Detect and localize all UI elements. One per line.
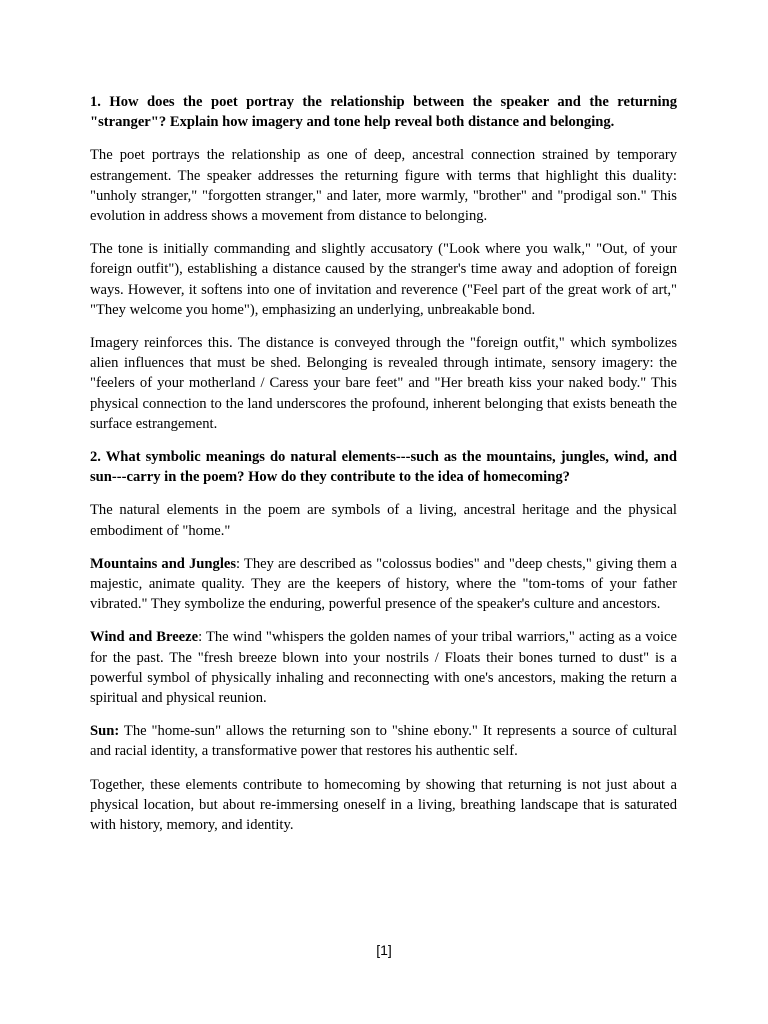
answer-2-intro: The natural elements in the poem are symbols of a living, ancestral heritage and the physical embodiment of "home." xyxy=(90,502,677,539)
answer-2-mountains xyxy=(90,554,677,615)
page-number: [1] xyxy=(376,942,392,958)
answer-2-wind xyxy=(90,627,677,708)
answer-1-paragraph-2: The tone is initially commanding and slightly accusatory ("Look where you walk," "Out, of your foreign outfit"), establishing a distance caused by the stranger's time away and adoption of foreign ways. However, it softens into one of invitation and reverence ("Feel part of the great work of art," "They welcome you home"), emphasizing an underlying, unbreakable bond. xyxy=(90,241,677,318)
wind-text: The wind "whispers the golden names of your tribal warriors," acting as a voice for the past. The "fresh breeze blown into your nostrils / Floats their bones turned to dust" is a powerful symbol of physically inhaling and reconnecting with one's ancestors, making the return a spiritual and physical reunion. xyxy=(90,629,677,707)
question-1-heading: 1. How does the poet portray the relationship between the speaker and the returning "stranger"? Explain how imagery and tone help reveal both distance and belonging. xyxy=(90,94,677,131)
answer-2-sun xyxy=(90,721,677,761)
term-separator: : xyxy=(236,555,241,572)
term-separator: : xyxy=(198,629,203,646)
answer-1-paragraph-3: Imagery reinforces this. The distance is conveyed through the "foreign outfit," which symbolizes alien influences that must be shed. Belonging is revealed through intimate, sensory imagery: the "feelers of your motherland / Caress your bare feet" and "Her breath kiss your naked body." This physical connection to the land underscores the profound, inherent belonging that exists beneath the surface estrangement. xyxy=(90,335,677,432)
question-2-heading: 2. What symbolic meanings do natural elements---such as the mountains, jungles, wind, and sun---carry in the poem? How do they contribute to the idea of homecoming? xyxy=(90,449,677,486)
term-mountains-and-jungles: Mountains and Jungles xyxy=(90,555,237,572)
answer-1-paragraph-1: The poet portrays the relationship as one of deep, ancestral connection strained by temporary estrangement. The speaker addresses the returning figure with terms that highlight this duality: "unholy stranger," "forgotten stranger," and later, more warmly, "brother" and "prodigal son." This evolution in address shows a movement from distance to belonging. xyxy=(90,147,677,225)
document-page xyxy=(90,92,677,848)
sun-text: The "home-sun" allows the returning son to "shine ebony." It represents a source of cultural and racial identity, a transformative power that restores his authentic self. xyxy=(90,723,677,760)
mountains-text: They are described as "colossus bodies" and "deep chests," giving them a majestic, animate quality. They are the keepers of history, where the "tom-toms of your father vibrated." They symbolize the enduring, powerful presence of the speaker's culture and ancestors. xyxy=(90,555,677,613)
term-sun: Sun: xyxy=(90,723,120,740)
term-wind-and-breeze: Wind and Breeze xyxy=(90,629,199,646)
answer-2-conclusion: Together, these elements contribute to homecoming by showing that returning is not just about a physical location, but about re-immersing oneself in a living, breathing landscape that is saturated with history, memory, and identity. xyxy=(90,776,677,834)
